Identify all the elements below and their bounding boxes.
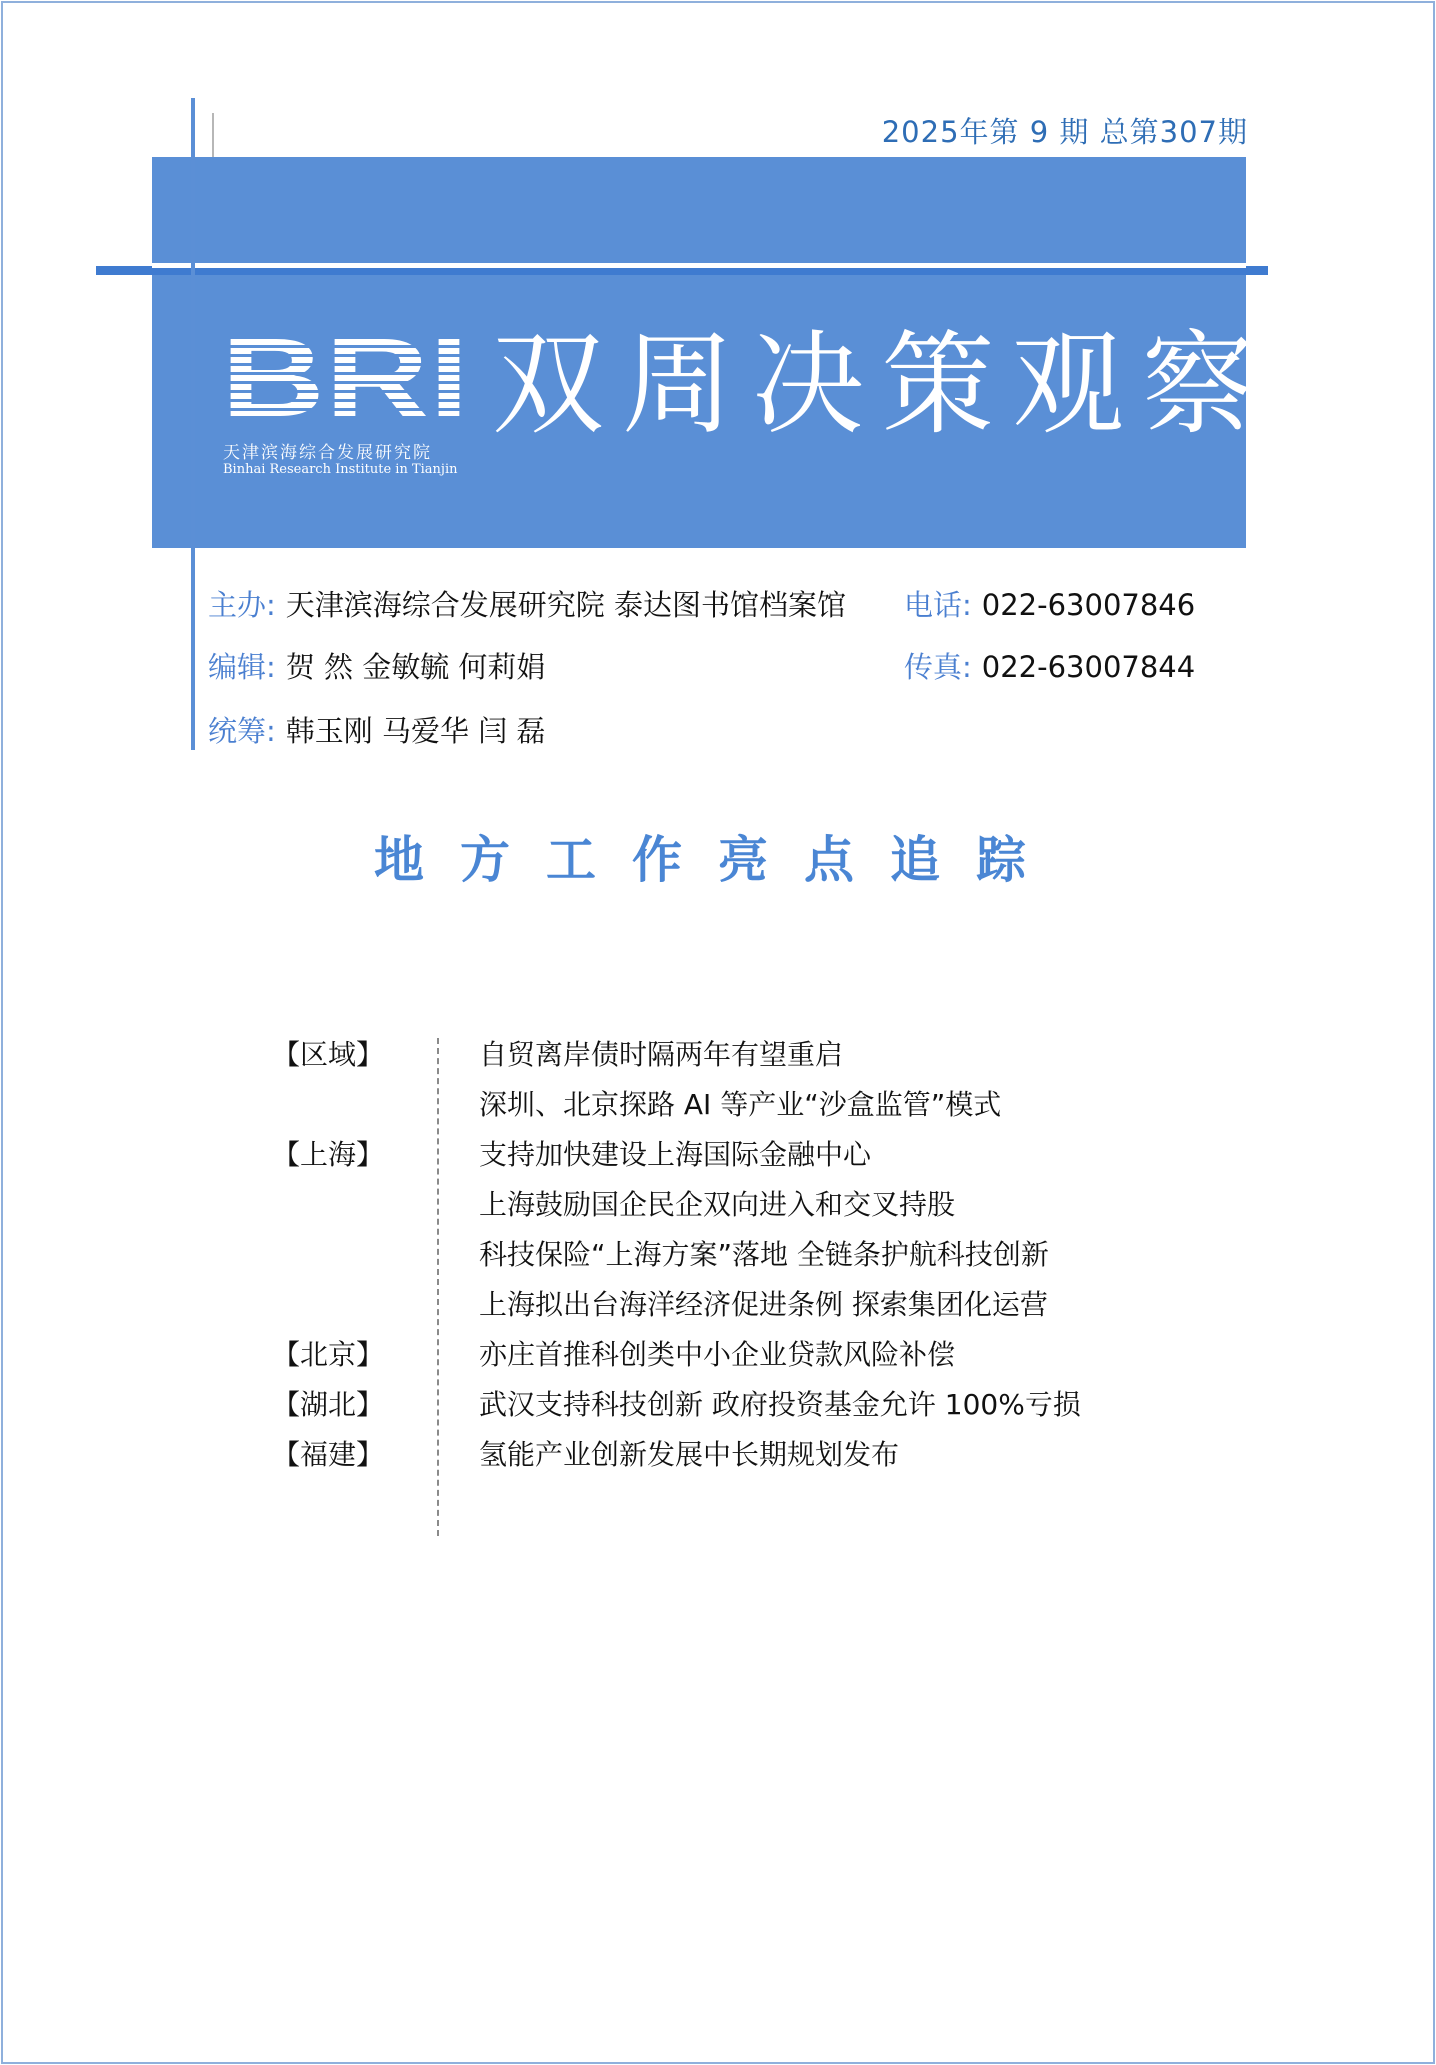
decorative-white-line (152, 263, 1246, 268)
toc-item[interactable]: 深圳、北京探路 AI 等产业“沙盒监管”模式 (479, 1088, 1002, 1121)
coordinator-value: 韩玉刚 马爱华 闫 磊 (285, 714, 546, 748)
toc-item[interactable]: 武汉支持科技创新 政府投资基金允许 100%亏损 (479, 1388, 1081, 1421)
host-row (208, 583, 846, 624)
phone-label: 电话: (904, 588, 972, 622)
toc-region (272, 1180, 392, 1230)
toc-item[interactable]: 亦庄首推科创类中小企业贷款风险补偿 (479, 1338, 956, 1371)
bri-logo (221, 330, 471, 485)
phone-value: 022-63007846 (981, 588, 1196, 622)
host-value: 天津滨海综合发展研究院 泰达图书馆档案馆 (285, 588, 847, 622)
logo-org-en: Binhai Research Institute in Tianjin (223, 462, 458, 477)
logo-org-cn: 天津滨海综合发展研究院 (223, 443, 432, 463)
toc-item[interactable]: 科技保险“上海方案”落地 全链条护航科技创新 (479, 1238, 1049, 1271)
toc-region (272, 1280, 392, 1330)
toc-region (272, 1080, 392, 1130)
fax-value: 022-63007844 (981, 650, 1196, 684)
coordinator-label: 统筹: (208, 714, 276, 748)
decorative-vertical-line (191, 98, 195, 750)
editor-row (208, 645, 545, 686)
publication-title: 双周决策观察 (492, 320, 1272, 450)
toc-item[interactable]: 自贸离岸债时隔两年有望重启 (479, 1038, 844, 1071)
decorative-thin-line (212, 113, 214, 157)
toc-region: 【福建】 (272, 1438, 385, 1471)
toc-region: 【上海】 (272, 1138, 385, 1171)
toc-region: 【北京】 (272, 1338, 385, 1371)
toc-region: 【湖北】 (272, 1388, 385, 1421)
toc-item[interactable]: 上海鼓励国企民企双向进入和交叉持股 (479, 1188, 956, 1221)
toc-item[interactable]: 氢能产业创新发展中长期规划发布 (479, 1438, 900, 1471)
fax-row (904, 645, 1195, 686)
editor-value: 贺 然 金敏毓 何莉娟 (285, 650, 546, 684)
issue-number: 2025年第 9 期 总第307期 (881, 115, 1248, 149)
bri-logo-mark (221, 330, 471, 420)
toc-item[interactable]: 上海拟出台海洋经济促进条例 探索集团化运营 (479, 1288, 1048, 1321)
host-label: 主办: (208, 588, 276, 622)
svg-text:BRI: BRI (221, 330, 469, 420)
coordinator-row (208, 709, 545, 750)
toc-region: 【区域】 (272, 1038, 385, 1071)
phone-row (904, 583, 1195, 624)
fax-label: 传真: (904, 650, 972, 684)
editor-label: 编辑: (208, 650, 276, 684)
toc-item[interactable]: 支持加快建设上海国际金融中心 (479, 1138, 872, 1171)
toc-divider (437, 1038, 439, 1536)
toc-region (272, 1230, 392, 1280)
section-title: 地方工作亮点追踪 (374, 830, 1062, 889)
